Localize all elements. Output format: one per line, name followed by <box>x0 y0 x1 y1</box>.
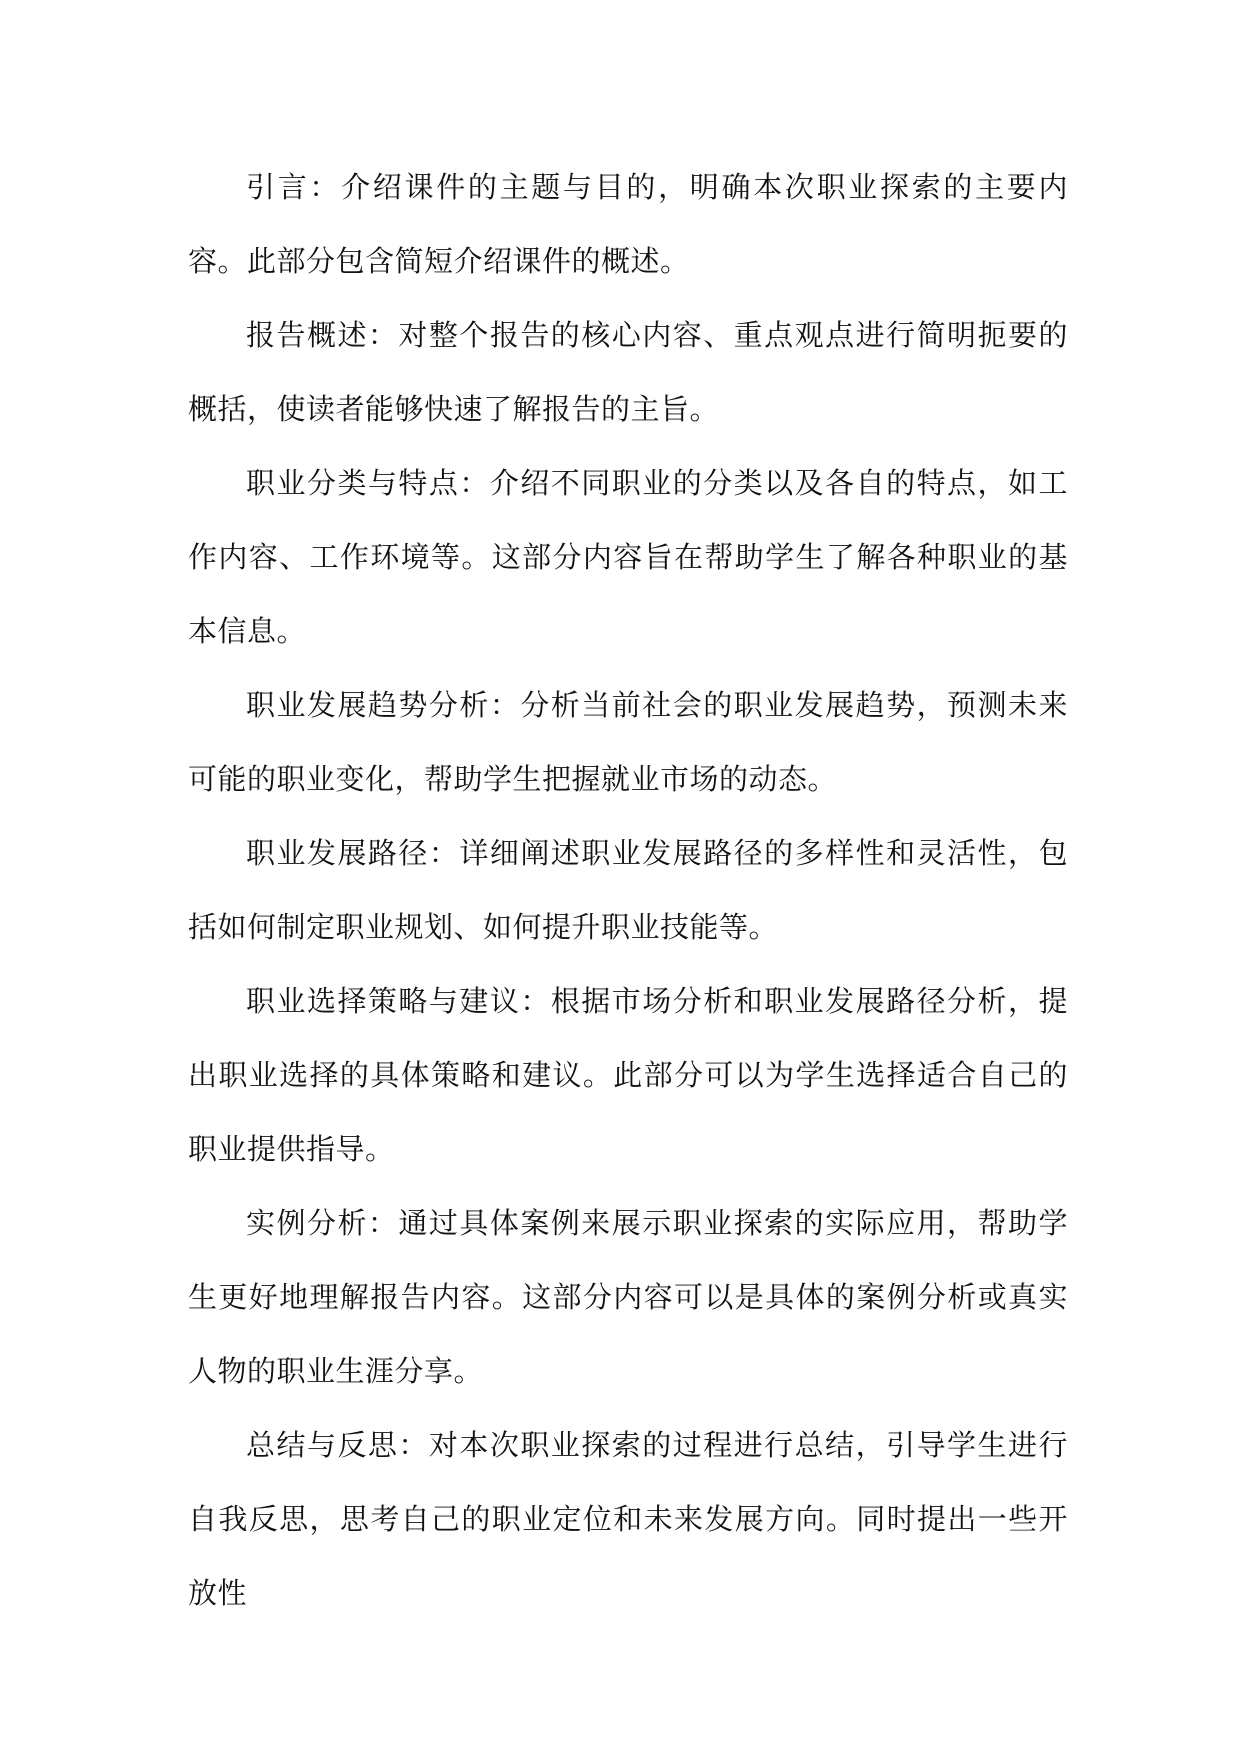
paragraph-summary-reflection: 总结与反思：对本次职业探索的过程进行总结，引导学生进行自我反思，思考自己的职业定位和未来发展方向。同时提出一些开放性 <box>188 1428 1068 1610</box>
document-body <box>188 150 1068 1630</box>
paragraph-report-overview: 报告概述：对整个报告的核心内容、重点观点进行简明扼要的概括，使读者能够快速了解报告的主旨。 <box>188 318 1068 426</box>
paragraph-career-categories: 职业分类与特点：介绍不同职业的分类以及各自的特点，如工作内容、工作环境等。这部分内容旨在帮助学生了解各种职业的基本信息。 <box>188 466 1068 648</box>
paragraph-case-analysis: 实例分析：通过具体案例来展示职业探索的实际应用，帮助学生更好地理解报告内容。这部分内容可以是具体的案例分析或真实人物的职业生涯分享。 <box>188 1206 1068 1388</box>
paragraph-career-trends: 职业发展趋势分析：分析当前社会的职业发展趋势，预测未来可能的职业变化，帮助学生把握就业市场的动态。 <box>188 688 1068 796</box>
paragraph-career-paths: 职业发展路径：详细阐述职业发展路径的多样性和灵活性，包括如何制定职业规划、如何提升职业技能等。 <box>188 836 1068 944</box>
paragraph-career-strategy: 职业选择策略与建议：根据市场分析和职业发展路径分析，提出职业选择的具体策略和建议。此部分可以为学生选择适合自己的职业提供指导。 <box>188 984 1068 1166</box>
paragraph-introduction: 引言：介绍课件的主题与目的，明确本次职业探索的主要内容。此部分包含简短介绍课件的概述。 <box>188 170 1068 278</box>
